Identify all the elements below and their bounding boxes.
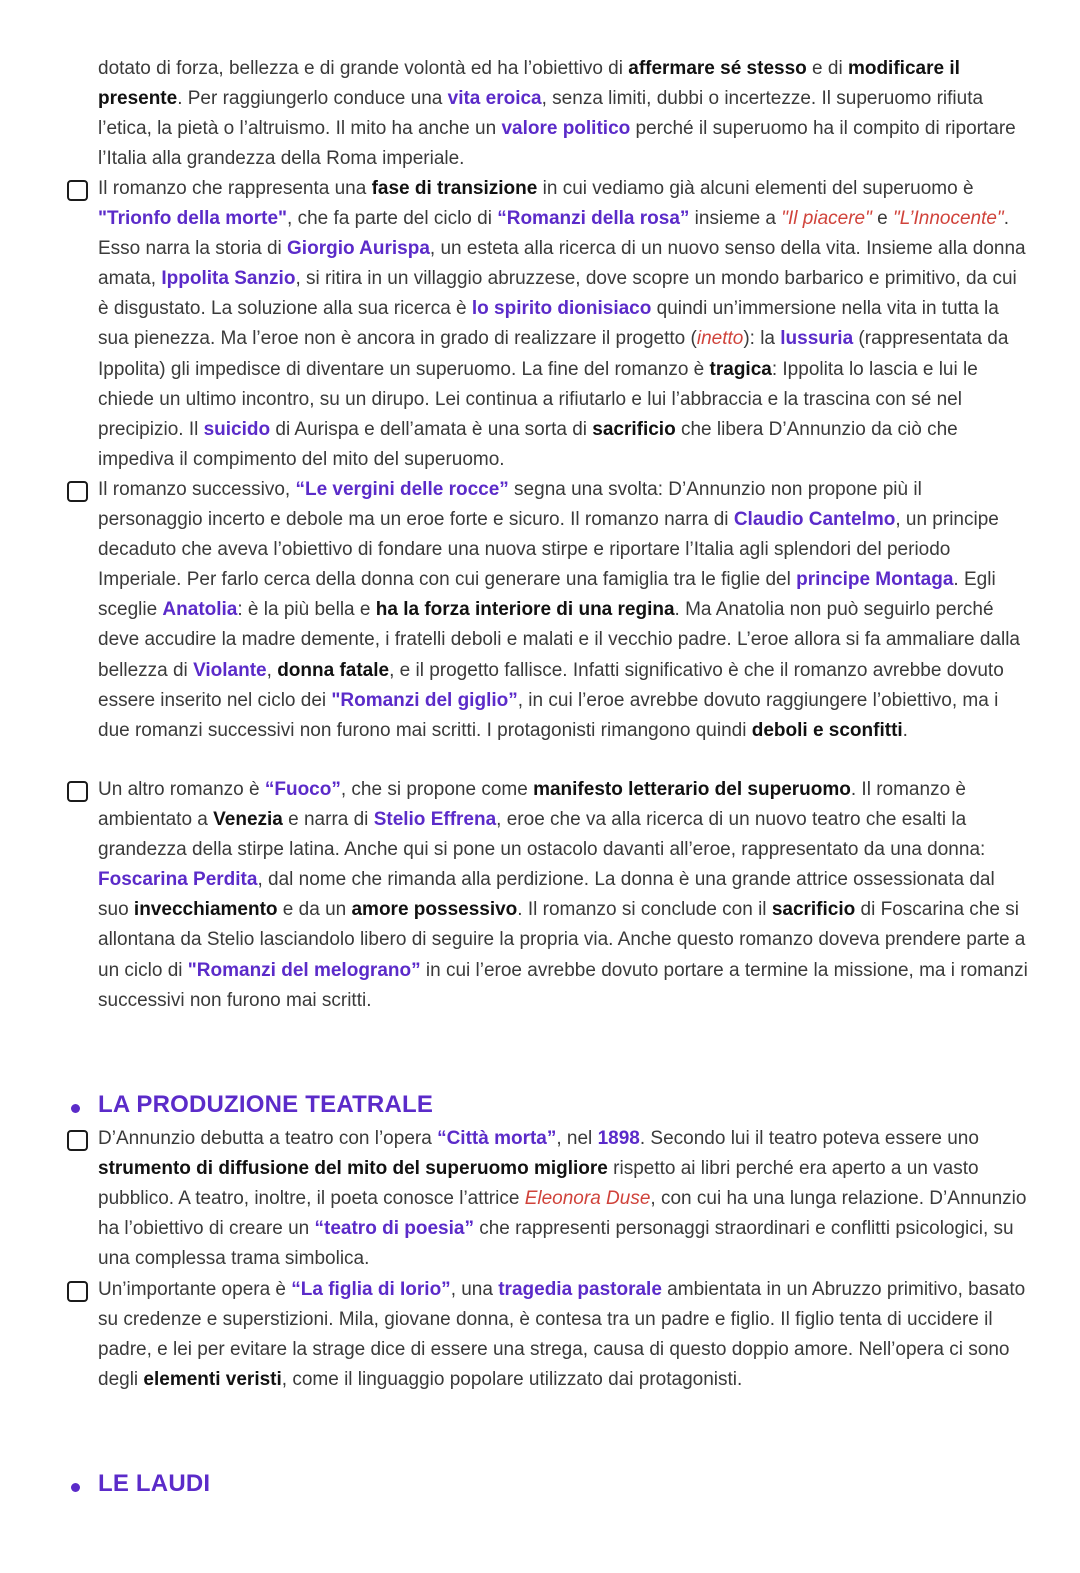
- highlight-term: Giorgio Aurispa: [287, 238, 430, 260]
- highlight-term: “Città morta”: [437, 1128, 557, 1149]
- checkbox-trionfo[interactable]: [67, 180, 88, 201]
- trionfo-paragraph: Il romanzo che rappresenta una fase di transizione in cui vediamo già alcuni elementi del superuomo è "Trionfo della morte", che fa parte del ciclo di “Romanzi della rosa” insieme a "Il piacere" e "L’Innocente". Esso narra la storia di Giorgio Aurispa, un esteta alla ricerca di un nuovo senso della vita. Insieme alla donna amata, Ippolita Sanzio, si ritira in un villaggio abruzzese, dove scopre un mondo barbarico e primitivo, da cui è disgustato. La soluzione alla sua ricerca è lo spirito dionisiaco quindi un’immersione nella vita in tutta la sua pienezza. Ma l’eroe non è ancora in grado di realizzare il progetto (inetto): la lussuria (rappresentata da Ippolita) gli impedisce di diventare un superuomo. La fine del romanzo è tragica: Ippolita lo lascia e lui le chiede un ultimo incontro, su un dirupo. Lei continua a rifiutarlo e lui l’abbraccia e la trascina con sé nel precipizio. Il suicido di Aurispa e dell’amata è una sorta di sacrificio che libera D’Annunzio da ciò che impediva il compimento del mito del superuomo.: [98, 178, 1026, 470]
- italic-name: Eleonora Duse: [524, 1188, 651, 1210]
- highlight-term: Claudio Cantelmo: [733, 509, 896, 531]
- highlight-term: "Romanzi del melograno”: [187, 959, 421, 981]
- bold-term: deboli e sconfitti: [751, 719, 903, 741]
- highlight-term: vita eroica: [447, 88, 542, 110]
- highlight-term: lussuria: [780, 328, 854, 350]
- section-heading-teatro: LA PRODUZIONE TEATRALE: [98, 1091, 434, 1118]
- italic-term: inetto: [696, 328, 744, 350]
- fuoco-paragraph: Un altro romanzo è “Fuoco”, che si propone come manifesto letterario del superuomo. Il romanzo è ambientato a Venezia e narra di Stelio Effrena, eroe che va alla ricerca di un nuovo teatro che esalti la grandezza della stirpe latina. Anche qui si pone un ostacolo davanti all’eroe, rappresentato da una donna: Foscarina Perdita, dal nome che rimanda alla perdizione. La donna è una grande attrice ossessionata dal suo invecchiamento e da un amore possessivo. Il romanzo si conclude con il sacrificio di Foscarina che si allontana da Stelio lasciandolo libero di seguire la propria via. Anche questo romanzo doveva prendere parte a un ciclo di "Romanzi del melograno” in cui l’eroe avrebbe dovuto portare a termine la missione, ma i romanzi successivi non furono mai scritti.: [98, 779, 1028, 1011]
- highlight-term: “Romanzi della rosa”: [497, 208, 690, 230]
- highlight-term: Stelio Effrena: [373, 809, 497, 831]
- bold-term: sacrificio: [771, 899, 856, 921]
- bold-term: modificare il presente: [98, 58, 960, 110]
- highlight-term: lo spirito dionisiaco: [471, 298, 652, 320]
- highlight-term: “Le vergini delle rocce”: [295, 479, 509, 500]
- bold-term: sacrificio: [592, 418, 676, 440]
- highlight-term: “Fuoco”: [264, 779, 341, 800]
- vergini-paragraph: Il romanzo successivo, “Le vergini delle rocce” segna una svolta: D’Annunzio non propone più il personaggio incerto e debole ma un eroe forte e sicuro. Il romanzo narra di Claudio Cantelmo, un principe decaduto che aveva l’obiettivo di fondare una nuova stirpe e riportare l’Italia agli splendori del periodo Imperiale. Per farlo cerca della donna con cui generare una famiglia tra le figlie del principe Montaga. Egli sceglie Anatolia: è la più bella e ha la forza interiore di una regina. Ma Anatolia non può seguirlo perché deve accudire la madre demente, i fratelli deboli e malati e il vecchio padre. L’eroe allora si fa ammaliare dalla bellezza di Violante, donna fatale, e il progetto fallisce. Infatti significativo è che il romanzo avrebbe dovuto essere inserito nel ciclo dei "Romanzi del giglio”, in cui l’eroe avrebbe dovuto raggiungere l’obiettivo, ma i due romanzi successivi non furono mai scritti. I protagonisti rimangono quindi deboli e sconfitti.: [98, 479, 1020, 741]
- highlight-term: Foscarina Perdita: [98, 869, 258, 891]
- checkbox-fuoco[interactable]: [67, 781, 88, 802]
- highlight-term: "Romanzi del giglio”: [331, 689, 518, 711]
- bullet-icon: [71, 1104, 80, 1113]
- highlight-term: valore politico: [501, 118, 631, 140]
- checkbox-citta-morta[interactable]: [67, 1130, 88, 1151]
- bold-term: ha la forza interiore di una regina: [375, 599, 675, 621]
- figlia-di-iorio-paragraph: Un’importante opera è “La figlia di Iorio”, una tragedia pastorale ambientata in un Abruzzo primitivo, basato su credenze e superstizioni. Mila, giovane donna, è contesa tra un padre e figlio. Il figlio tenta di uccidere il padre, e lei per evitare la strage dice di essere una strega, causa di questo doppio amore. Nell’opera ci sono degli elementi veristi, come il linguaggio popolare utilizzato dai protagonisti.: [98, 1279, 1026, 1391]
- highlight-term: principe Montaga: [796, 569, 954, 591]
- bullet-icon: [71, 1483, 80, 1492]
- highlight-term: “La figlia di Iorio”: [291, 1279, 451, 1300]
- bold-term: amore possessivo: [351, 899, 518, 921]
- italic-title: "Il piacere": [781, 208, 872, 230]
- bold-term: tragica: [709, 358, 772, 380]
- highlight-term: “teatro di poesia”: [314, 1218, 474, 1240]
- citta-morta-paragraph: D’Annunzio debutta a teatro con l’opera “Città morta”, nel 1898. Secondo lui il teatro poteva essere uno strumento di diffusione del mito del superuomo migliore rispetto ai libri perché era aperto a un vasto pubblico. A teatro, inoltre, il poeta conosce l’attrice Eleonora Duse, con cui ha una lunga relazione. D’Annunzio ha l’obiettivo di creare un “teatro di poesia” che rappresenti personaggi straordinari e conflitti psicologici, su una complessa trama simbolica.: [98, 1128, 1027, 1270]
- bold-term: invecchiamento: [133, 899, 278, 921]
- bold-term: affermare sé stesso: [628, 58, 807, 79]
- bold-term: strumento di diffusione del mito del superuomo migliore: [98, 1158, 608, 1180]
- bold-term: donna fatale: [277, 659, 390, 681]
- bold-term: elementi veristi: [143, 1369, 282, 1391]
- bold-term: manifesto letterario del superuomo: [533, 779, 851, 800]
- highlight-term: Violante: [193, 659, 267, 681]
- highlight-term: tragedia pastorale: [498, 1279, 662, 1300]
- bold-term: fase di transizione: [371, 178, 538, 199]
- intro-paragraph: dotato di forza, bellezza e di grande volontà ed ha l’obiettivo di affermare sé stesso e di modificare il presente. Per raggiungerlo conduce una vita eroica, senza limiti, dubbi o incertezze. Il superuomo rifiuta l’etica, la pietà o l’altruismo. Il mito ha anche un valore politico perché il superuomo ha il compito di riportare l’Italia alla grandezza della Roma imperiale.: [98, 58, 1016, 170]
- italic-title: "L’Innocente": [892, 208, 1004, 230]
- highlight-term: Ippolita Sanzio: [161, 268, 296, 290]
- highlight-term: 1898: [597, 1128, 640, 1149]
- section-heading-laudi: LE LAUDI: [98, 1470, 211, 1497]
- highlight-term: suicido: [203, 418, 271, 440]
- checkbox-vergini[interactable]: [67, 481, 88, 502]
- bold-term: Venezia: [213, 809, 283, 831]
- highlight-term: Anatolia: [162, 599, 238, 621]
- checkbox-figlia-di-iorio[interactable]: [67, 1281, 88, 1302]
- highlight-term: "Trionfo della morte": [98, 208, 288, 230]
